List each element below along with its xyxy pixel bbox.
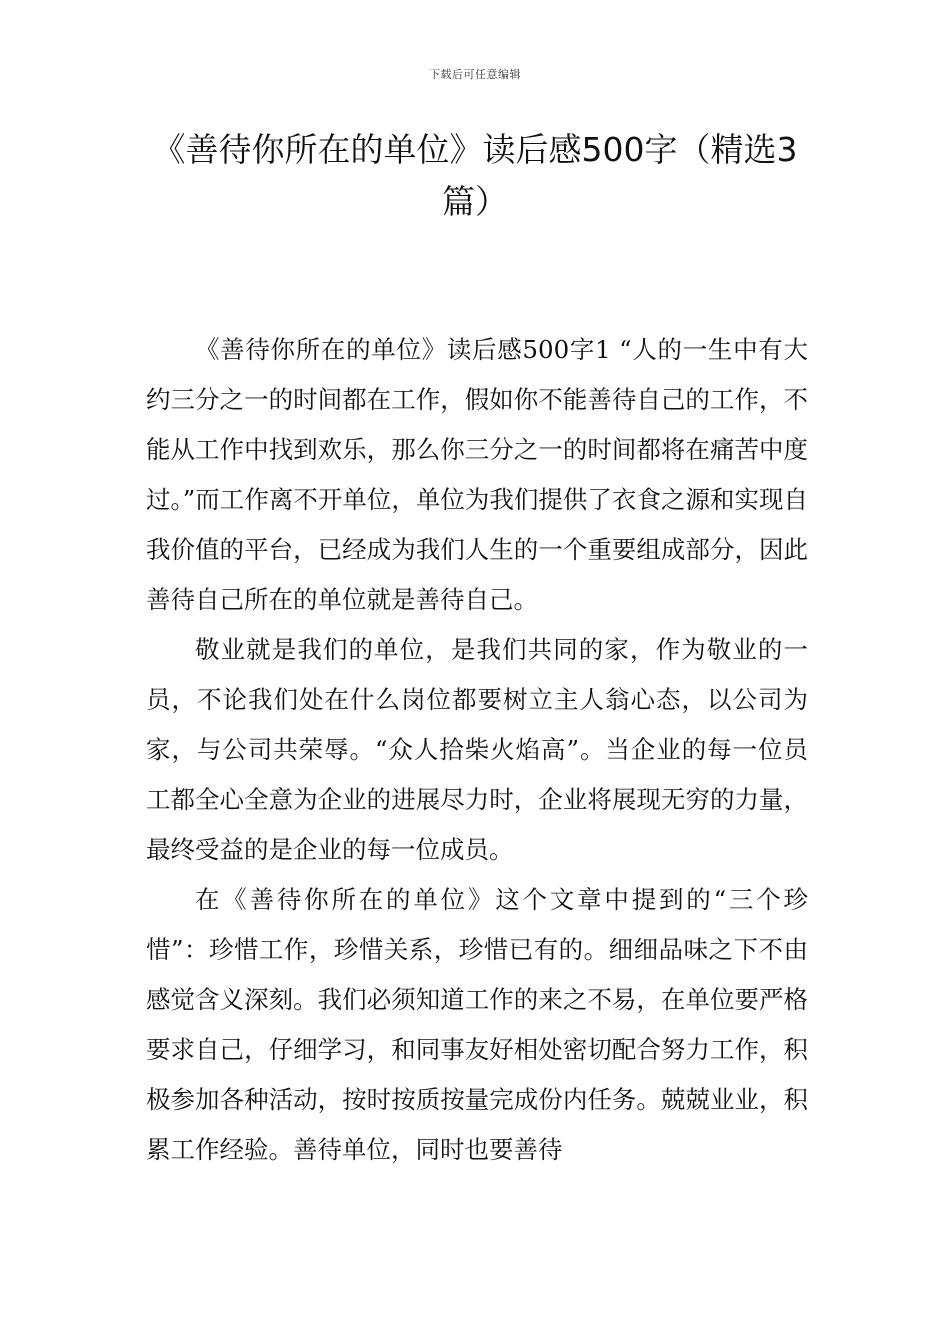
paragraph-text: “人的一生中有大约三分之一的时间都在工作，假如你不能善待自己的工作，不能从工作中找到欢乐，那么你三分之一的时间都将在痛苦中度过。”而工作离不开单位，单位为我们提供了衣食之源和实现自我价值的平台，已经成为我们人生的一个重要组成部分，因此善待自己所在的单位就是善待自己。 [146,335,808,614]
paragraph-2: 敬业就是我们的单位，是我们共同的家，作为敬业的一员，不论我们处在什么岗位都要树立主人翁心态，以公司为家，与公司共荣辱。“众人拾柴火焰高”。当企业的每一位员工都全心全意为企业的进展尽力时，企业将展现无穷的力量，最终受益的是企业的每一位成员。 [146,635,808,864]
header-note: 下载后可任意编辑 [429,68,521,81]
section-heading: 《善待你所在的单位》读后感500字1 [195,335,611,364]
section-heading-gap [611,335,619,364]
paragraph-3: 在《善待你所在的单位》这个文章中提到的“三个珍惜”：珍惜工作，珍惜关系，珍惜已有的。细细品味之下不由感觉含义深刻。我们必须知道工作的来之不易，在单位要严格要求自己，仔细学习，和同事友好相处密切配合努力工作，积极参加各种活动，按时按质按量完成份内任务。兢兢业业，积累工作经验。善待单位，同时也要善待 [146,885,808,1164]
document-title: 《善待你所在的单位》读后感500字（精选3篇） [152,130,798,221]
paragraph-1 [146,325,808,625]
document-body [146,325,808,1175]
